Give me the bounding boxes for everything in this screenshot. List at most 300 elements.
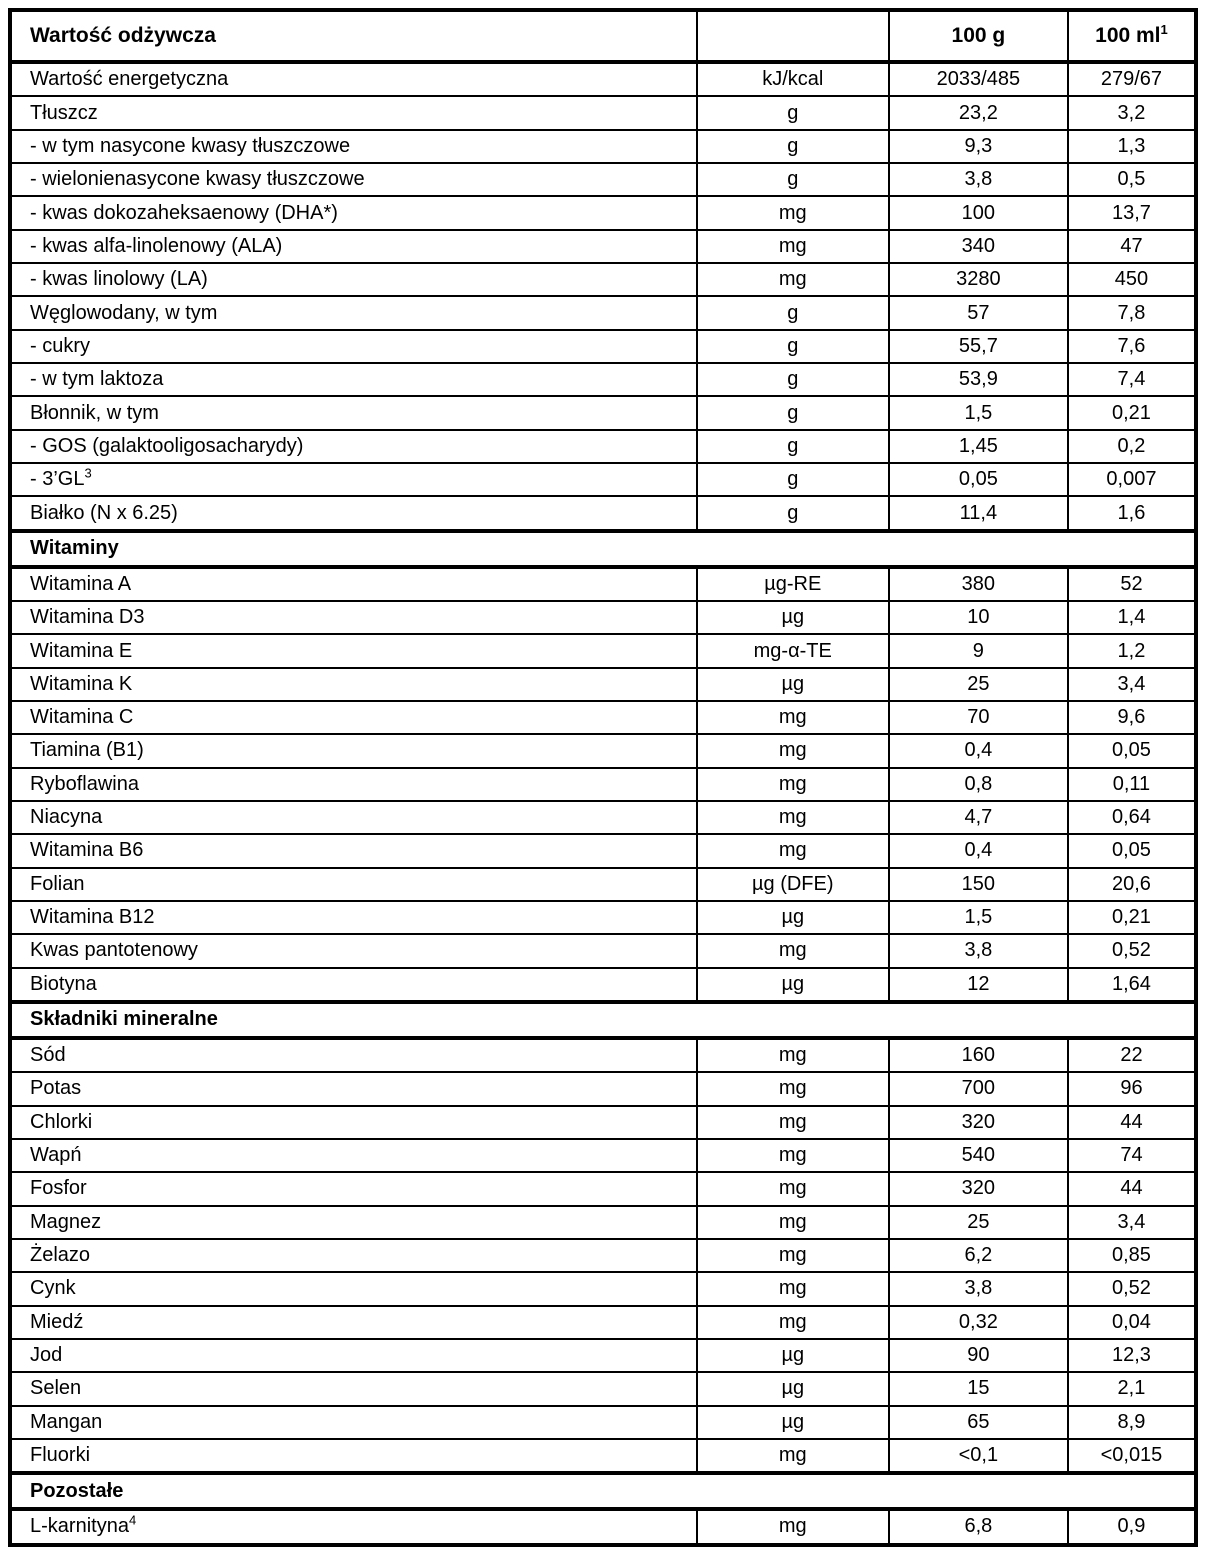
- nutrient-name: [10, 1372, 697, 1405]
- value-per-100g: [889, 934, 1068, 967]
- nutrient-name: [10, 1038, 697, 1072]
- table-row: [10, 1272, 1196, 1305]
- value-per-100g-text: 0,4: [964, 739, 993, 762]
- table-row: [10, 1106, 1196, 1139]
- nutrient-unit: [697, 968, 889, 1002]
- nutrient-name: [10, 396, 697, 429]
- table-header-row: [10, 10, 1196, 62]
- nutrient-name: [10, 1306, 697, 1339]
- nutrient-unit: [697, 196, 889, 229]
- value-per-100g: [889, 96, 1068, 129]
- value-per-100g-text: 100: [961, 201, 996, 224]
- nutrient-name-text: Tiamina (B1): [30, 739, 144, 762]
- value-per-100g-text: 540: [961, 1144, 996, 1167]
- value-per-100ml-text: 20,6: [1111, 872, 1151, 895]
- nutrient-unit: [697, 634, 889, 667]
- nutrient-unit: [697, 1172, 889, 1205]
- value-per-100ml: [1068, 1106, 1196, 1139]
- value-per-100g: [889, 701, 1068, 734]
- nutrient-name-text: - w tym laktoza: [30, 368, 164, 391]
- nutrient-name-text: Żelazo: [30, 1244, 91, 1267]
- nutrient-name-text: Kwas pantotenowy: [30, 939, 198, 962]
- nutrient-unit: [697, 668, 889, 701]
- nutrient-name: [10, 1206, 697, 1239]
- value-per-100ml-text: 13,7: [1111, 201, 1151, 224]
- nutrient-unit-text: mg-α-TE: [753, 639, 832, 662]
- nutrient-unit: [697, 768, 889, 801]
- value-per-100g: [889, 130, 1068, 163]
- nutrient-unit: [697, 601, 889, 634]
- nutrient-unit: [697, 163, 889, 196]
- nutrient-name-text: - kwas dokozaheksaenowy (DHA*): [30, 201, 338, 224]
- value-per-100ml: [1068, 1239, 1196, 1272]
- value-per-100ml-text: 0,11: [1112, 772, 1151, 795]
- header-unit-cell: [697, 10, 889, 62]
- value-per-100ml-text: 1,2: [1117, 639, 1146, 662]
- table-row: [10, 868, 1196, 901]
- value-per-100g: [889, 567, 1068, 601]
- nutrient-unit-text: mg: [778, 806, 807, 829]
- value-per-100ml: [1068, 934, 1196, 967]
- value-per-100ml-text: 0,64: [1111, 806, 1151, 829]
- value-per-100g-text: 11,4: [959, 501, 998, 524]
- nutrient-unit: [697, 1339, 889, 1372]
- nutrient-unit: [697, 1439, 889, 1473]
- section-header-row: [10, 1473, 1196, 1509]
- value-per-100ml-text: 7,8: [1117, 301, 1146, 324]
- value-per-100g-text: <0,1: [958, 1444, 999, 1467]
- value-per-100g-text: 53,9: [958, 368, 998, 391]
- value-per-100ml: [1068, 1439, 1196, 1473]
- nutrient-name: [10, 668, 697, 701]
- value-per-100ml-text: 279/67: [1100, 68, 1163, 91]
- section-title: Składniki mineralne: [10, 1002, 1196, 1038]
- value-per-100ml: [1068, 430, 1196, 463]
- value-per-100ml: [1068, 463, 1196, 496]
- value-per-100g-text: 90: [967, 1344, 990, 1366]
- nutrient-name: [10, 801, 697, 834]
- table-row: [10, 934, 1196, 967]
- value-per-100ml: [1068, 62, 1196, 96]
- value-per-100ml: [1068, 196, 1196, 229]
- value-per-100ml: [1068, 668, 1196, 701]
- nutrient-name: [10, 1272, 697, 1305]
- nutrition-table: [8, 8, 1198, 1547]
- nutrient-name-text: Fosfor: [30, 1177, 87, 1200]
- value-per-100g: [889, 196, 1068, 229]
- value-per-100g: [889, 396, 1068, 429]
- value-per-100ml: [1068, 163, 1196, 196]
- value-per-100g: [889, 801, 1068, 834]
- nutrient-name-text: - kwas alfa-linolenowy (ALA): [30, 234, 283, 257]
- table-row: [10, 1339, 1196, 1372]
- value-per-100g: [889, 1272, 1068, 1305]
- value-per-100g-text: 0,32: [958, 1310, 998, 1333]
- value-per-100g-text: 3280: [956, 268, 1001, 291]
- value-per-100ml-text: 96: [1120, 1077, 1143, 1100]
- section-header-row: [10, 531, 1196, 567]
- nutrient-name: [10, 96, 697, 129]
- value-per-100g: [889, 1172, 1068, 1205]
- nutrient-unit-text: mg: [778, 1043, 807, 1066]
- table-row: [10, 601, 1196, 634]
- nutrient-unit-text: mg: [778, 1310, 807, 1333]
- value-per-100ml-text: 0,5: [1117, 168, 1146, 191]
- nutrient-unit: [697, 463, 889, 496]
- nutrient-unit-text: mg: [778, 1244, 807, 1267]
- table-row: [10, 296, 1196, 329]
- nutrient-name: [10, 868, 697, 901]
- table-row: [10, 668, 1196, 701]
- nutrient-name: [10, 1339, 697, 1372]
- table-row: [10, 330, 1196, 363]
- nutrient-name: [10, 430, 697, 463]
- value-per-100g-text: 3,8: [964, 1277, 993, 1300]
- value-per-100g: [889, 1038, 1068, 1072]
- section-header-row: [10, 1002, 1196, 1038]
- value-per-100g: [889, 834, 1068, 867]
- value-per-100g-text: 12: [967, 972, 990, 995]
- table-row: [10, 1206, 1196, 1239]
- value-per-100ml-text: 0,52: [1111, 1277, 1151, 1300]
- nutrient-name-text: Witamina K: [30, 672, 133, 695]
- value-per-100ml: [1068, 1206, 1196, 1239]
- nutrient-name-text: Wapń: [30, 1144, 82, 1167]
- value-per-100ml: [1068, 263, 1196, 296]
- nutrient-unit: [697, 834, 889, 867]
- table-row: [10, 1306, 1196, 1339]
- value-per-100g: [889, 1406, 1068, 1439]
- value-per-100ml-text: 0,007: [1106, 468, 1157, 491]
- nutrient-name: [10, 1106, 697, 1139]
- nutrient-unit: [697, 330, 889, 363]
- value-per-100ml-text: 3,4: [1117, 1210, 1146, 1233]
- nutrient-name-text: Węglowodany, w tym: [30, 301, 218, 324]
- value-per-100ml: [1068, 768, 1196, 801]
- value-per-100g: [889, 668, 1068, 701]
- nutrient-unit: [697, 1072, 889, 1105]
- footnote-marker: 1: [1160, 22, 1168, 37]
- value-per-100g: [889, 1509, 1068, 1545]
- nutrient-name-text: Witamina D3: [30, 606, 145, 629]
- value-per-100ml-text: 1,3: [1117, 134, 1146, 157]
- value-per-100ml-text: 0,21: [1111, 906, 1151, 929]
- nutrient-name-text: Witamina E: [30, 639, 133, 662]
- nutrient-unit: [697, 934, 889, 967]
- nutrient-unit-text: µg (DFE): [752, 872, 834, 895]
- nutrient-unit: [697, 1406, 889, 1439]
- value-per-100g-text: 2033/485: [936, 68, 1021, 91]
- nutrient-unit: [697, 396, 889, 429]
- nutrient-unit: [697, 96, 889, 129]
- value-per-100ml: [1068, 96, 1196, 129]
- nutrient-unit: [697, 263, 889, 296]
- value-per-100ml-text: 7,4: [1117, 368, 1146, 391]
- nutrient-unit: [697, 901, 889, 934]
- table-row: [10, 734, 1196, 767]
- value-per-100g-text: 1,5: [964, 401, 993, 424]
- value-per-100ml-text: 0,9: [1117, 1515, 1146, 1538]
- value-per-100ml: [1068, 868, 1196, 901]
- table-row: [10, 834, 1196, 867]
- table-row: [10, 1439, 1196, 1473]
- section-title: Witaminy: [10, 531, 1196, 567]
- value-per-100g: [889, 330, 1068, 363]
- nutrient-unit-text: µg: [781, 906, 805, 929]
- nutrient-unit-text: g: [787, 301, 799, 324]
- nutrient-name: [10, 363, 697, 396]
- value-per-100ml: [1068, 1172, 1196, 1205]
- nutrient-name-text: - wielonienasycone kwasy tłuszczowe: [30, 168, 365, 191]
- nutrient-unit-text: g: [787, 368, 799, 391]
- value-per-100ml-text: 9,6: [1117, 706, 1146, 729]
- nutrient-name: [10, 1239, 697, 1272]
- header-col-100ml-label: 100 ml: [1095, 24, 1161, 47]
- value-per-100g-text: 0,8: [964, 772, 993, 795]
- value-per-100g-text: 4,7: [964, 806, 993, 829]
- nutrient-name-text: Witamina B12: [30, 906, 155, 929]
- nutrient-unit-text: g: [787, 334, 799, 357]
- nutrient-unit: [697, 1509, 889, 1545]
- table-row: [10, 363, 1196, 396]
- nutrient-unit-text: g: [787, 168, 799, 191]
- nutrient-unit: [697, 701, 889, 734]
- value-per-100ml-text: 3,2: [1117, 101, 1146, 124]
- value-per-100g-text: 15: [967, 1377, 990, 1400]
- value-per-100g: [889, 1106, 1068, 1139]
- value-per-100ml: [1068, 1072, 1196, 1105]
- nutrient-name-text: Błonnik, w tym: [30, 401, 159, 424]
- value-per-100ml-text: 44: [1120, 1177, 1143, 1200]
- nutrient-unit-text: mg: [778, 706, 807, 729]
- table-row: [10, 496, 1196, 530]
- value-per-100ml-text: 0,21: [1111, 401, 1151, 424]
- nutrient-name: [10, 901, 697, 934]
- value-per-100g-text: 25: [967, 1210, 990, 1233]
- value-per-100ml: [1068, 834, 1196, 867]
- nutrient-name: [10, 163, 697, 196]
- table-row: [10, 396, 1196, 429]
- value-per-100ml-text: 450: [1114, 268, 1149, 291]
- value-per-100g-text: 25: [967, 672, 990, 695]
- value-per-100ml-text: <0,015: [1100, 1444, 1163, 1467]
- nutrient-name-text: - w tym nasycone kwasy tłuszczowe: [30, 134, 351, 157]
- nutrient-unit-text: mg: [778, 939, 807, 962]
- nutrient-name-text: L-karnityna: [30, 1515, 129, 1538]
- nutrient-name: [10, 1172, 697, 1205]
- nutrient-unit: [697, 1272, 889, 1305]
- nutrient-name: [10, 1439, 697, 1473]
- value-per-100ml-text: 1,6: [1117, 501, 1146, 524]
- value-per-100g-text: 6,2: [964, 1244, 993, 1267]
- value-per-100ml: [1068, 363, 1196, 396]
- nutrient-unit: [697, 567, 889, 601]
- value-per-100ml: [1068, 130, 1196, 163]
- table-row: [10, 1509, 1196, 1545]
- table-row: [10, 1172, 1196, 1205]
- value-per-100ml: [1068, 901, 1196, 934]
- nutrient-name-text: Selen: [30, 1377, 82, 1400]
- value-per-100g-text: 23,2: [958, 101, 998, 124]
- table-row: [10, 968, 1196, 1002]
- nutrient-unit-text: µg: [781, 972, 805, 995]
- nutrient-unit: [697, 230, 889, 263]
- nutrient-name-text: Jod: [30, 1344, 63, 1366]
- nutrient-unit: [697, 734, 889, 767]
- nutrient-name-text: Potas: [30, 1077, 82, 1100]
- nutrient-name-text: Chlorki: [30, 1110, 93, 1133]
- value-per-100g-text: 9,3: [964, 134, 993, 157]
- nutrient-unit: [697, 130, 889, 163]
- value-per-100g: [889, 463, 1068, 496]
- value-per-100g: [889, 1239, 1068, 1272]
- nutrient-name-text: Witamina A: [30, 572, 132, 595]
- table-row: [10, 196, 1196, 229]
- value-per-100g: [889, 1139, 1068, 1172]
- table-row: [10, 1038, 1196, 1072]
- footnote-marker: 3: [84, 465, 92, 481]
- nutrient-name: [10, 496, 697, 530]
- nutrient-name: [10, 934, 697, 967]
- table-row: [10, 163, 1196, 196]
- nutrient-name: [10, 567, 697, 601]
- nutrient-name: [10, 601, 697, 634]
- nutrient-unit: [697, 1038, 889, 1072]
- table-row: [10, 901, 1196, 934]
- nutrient-unit-text: mg: [778, 772, 807, 795]
- value-per-100ml: [1068, 1038, 1196, 1072]
- value-per-100g: [889, 1339, 1068, 1372]
- value-per-100g-text: 320: [961, 1177, 996, 1200]
- value-per-100ml-text: 2,1: [1117, 1377, 1146, 1400]
- nutrient-unit: [697, 1306, 889, 1339]
- nutrient-name: [10, 701, 697, 734]
- table-row: [10, 430, 1196, 463]
- nutrient-name-text: - 3’GL: [30, 468, 85, 491]
- nutrient-name: [10, 330, 697, 363]
- value-per-100ml: [1068, 634, 1196, 667]
- value-per-100ml: [1068, 1509, 1196, 1545]
- nutrient-name-text: - GOS (galaktooligosacharydy): [30, 434, 304, 457]
- nutrient-name-text: Niacyna: [30, 806, 103, 829]
- value-per-100g: [889, 634, 1068, 667]
- section-title: Pozostałe: [10, 1473, 1196, 1509]
- value-per-100g: [889, 1072, 1068, 1105]
- value-per-100g-text: 380: [961, 572, 996, 595]
- value-per-100ml: [1068, 330, 1196, 363]
- nutrient-unit-text: g: [787, 134, 799, 157]
- value-per-100g-text: 65: [967, 1410, 990, 1433]
- table-row: [10, 463, 1196, 496]
- nutrient-unit-text: mg: [778, 1077, 807, 1100]
- nutrient-name: [10, 130, 697, 163]
- nutrient-unit-text: g: [787, 434, 799, 457]
- nutrient-unit-text: mg: [778, 1144, 807, 1167]
- value-per-100g: [889, 430, 1068, 463]
- footnote-marker: 4: [128, 1512, 137, 1528]
- table-row: [10, 1406, 1196, 1439]
- nutrient-unit-text: µg: [781, 1410, 805, 1433]
- value-per-100ml-text: 0,52: [1111, 939, 1151, 962]
- value-per-100ml: [1068, 1139, 1196, 1172]
- value-per-100g: [889, 601, 1068, 634]
- table-row: [10, 96, 1196, 129]
- nutrient-name-text: Ryboflawina: [30, 772, 139, 795]
- nutrient-name-text: Magnez: [30, 1210, 102, 1233]
- value-per-100ml: [1068, 1306, 1196, 1339]
- nutrient-name-text: Wartość energetyczna: [30, 68, 229, 91]
- nutrient-name-text: Miedź: [30, 1310, 84, 1333]
- nutrient-unit-text: kJ/kcal: [762, 68, 824, 91]
- nutrient-name-text: Witamina B6: [30, 839, 144, 862]
- header-col-100ml: [1068, 10, 1196, 62]
- value-per-100ml: [1068, 296, 1196, 329]
- value-per-100g-text: 10: [967, 606, 990, 629]
- nutrient-unit-text: µg: [781, 1344, 805, 1366]
- nutrient-unit-text: g: [787, 101, 799, 124]
- nutrient-unit-text: mg: [778, 839, 807, 862]
- nutrient-unit-text: mg: [778, 739, 807, 762]
- nutrient-unit: [697, 430, 889, 463]
- value-per-100g: [889, 1372, 1068, 1405]
- value-per-100ml-text: 0,05: [1111, 739, 1151, 762]
- nutrient-name: [10, 1139, 697, 1172]
- nutrient-unit-text: µg: [781, 672, 805, 695]
- nutrient-name-text: - cukry: [30, 334, 90, 357]
- nutrient-unit-text: mg: [778, 234, 807, 257]
- value-per-100ml: [1068, 396, 1196, 429]
- table-row: [10, 768, 1196, 801]
- nutrient-unit: [697, 801, 889, 834]
- value-per-100g: [889, 1306, 1068, 1339]
- value-per-100g: [889, 1206, 1068, 1239]
- nutrient-name: [10, 634, 697, 667]
- value-per-100ml-text: 0,2: [1117, 434, 1146, 457]
- nutrient-name-text: - kwas linolowy (LA): [30, 268, 208, 291]
- value-per-100ml-text: 0,04: [1111, 1310, 1151, 1333]
- nutrient-name: [10, 1406, 697, 1439]
- value-per-100g-text: 700: [961, 1077, 996, 1100]
- nutrient-name: [10, 1072, 697, 1105]
- table-row: [10, 230, 1196, 263]
- nutrient-unit-text: mg: [778, 1210, 807, 1233]
- nutrient-unit: [697, 62, 889, 96]
- value-per-100ml: [1068, 601, 1196, 634]
- value-per-100g-text: 150: [961, 872, 996, 895]
- table-row: [10, 701, 1196, 734]
- value-per-100g-text: 3,8: [964, 168, 993, 191]
- nutrient-unit: [697, 1239, 889, 1272]
- nutrient-unit-text: mg: [778, 268, 807, 291]
- table-row: [10, 801, 1196, 834]
- nutrient-name-text: Białko (N x 6.25): [30, 501, 178, 524]
- nutrient-unit-text: mg: [778, 1277, 807, 1300]
- nutrient-unit: [697, 1372, 889, 1405]
- nutrient-name-text: Cynk: [30, 1277, 76, 1300]
- value-per-100ml-text: 22: [1120, 1043, 1143, 1066]
- value-per-100g-text: 9: [972, 639, 984, 662]
- value-per-100ml-text: 3,4: [1117, 672, 1146, 695]
- value-per-100g-text: 1,45: [958, 434, 998, 457]
- value-per-100g: [889, 768, 1068, 801]
- nutrient-name-text: Folian: [30, 872, 85, 895]
- table-title: Wartość odżywcza: [10, 10, 697, 62]
- value-per-100ml: [1068, 801, 1196, 834]
- value-per-100ml: [1068, 1272, 1196, 1305]
- nutrient-unit: [697, 363, 889, 396]
- nutrient-name: [10, 463, 697, 496]
- nutrient-name: [10, 230, 697, 263]
